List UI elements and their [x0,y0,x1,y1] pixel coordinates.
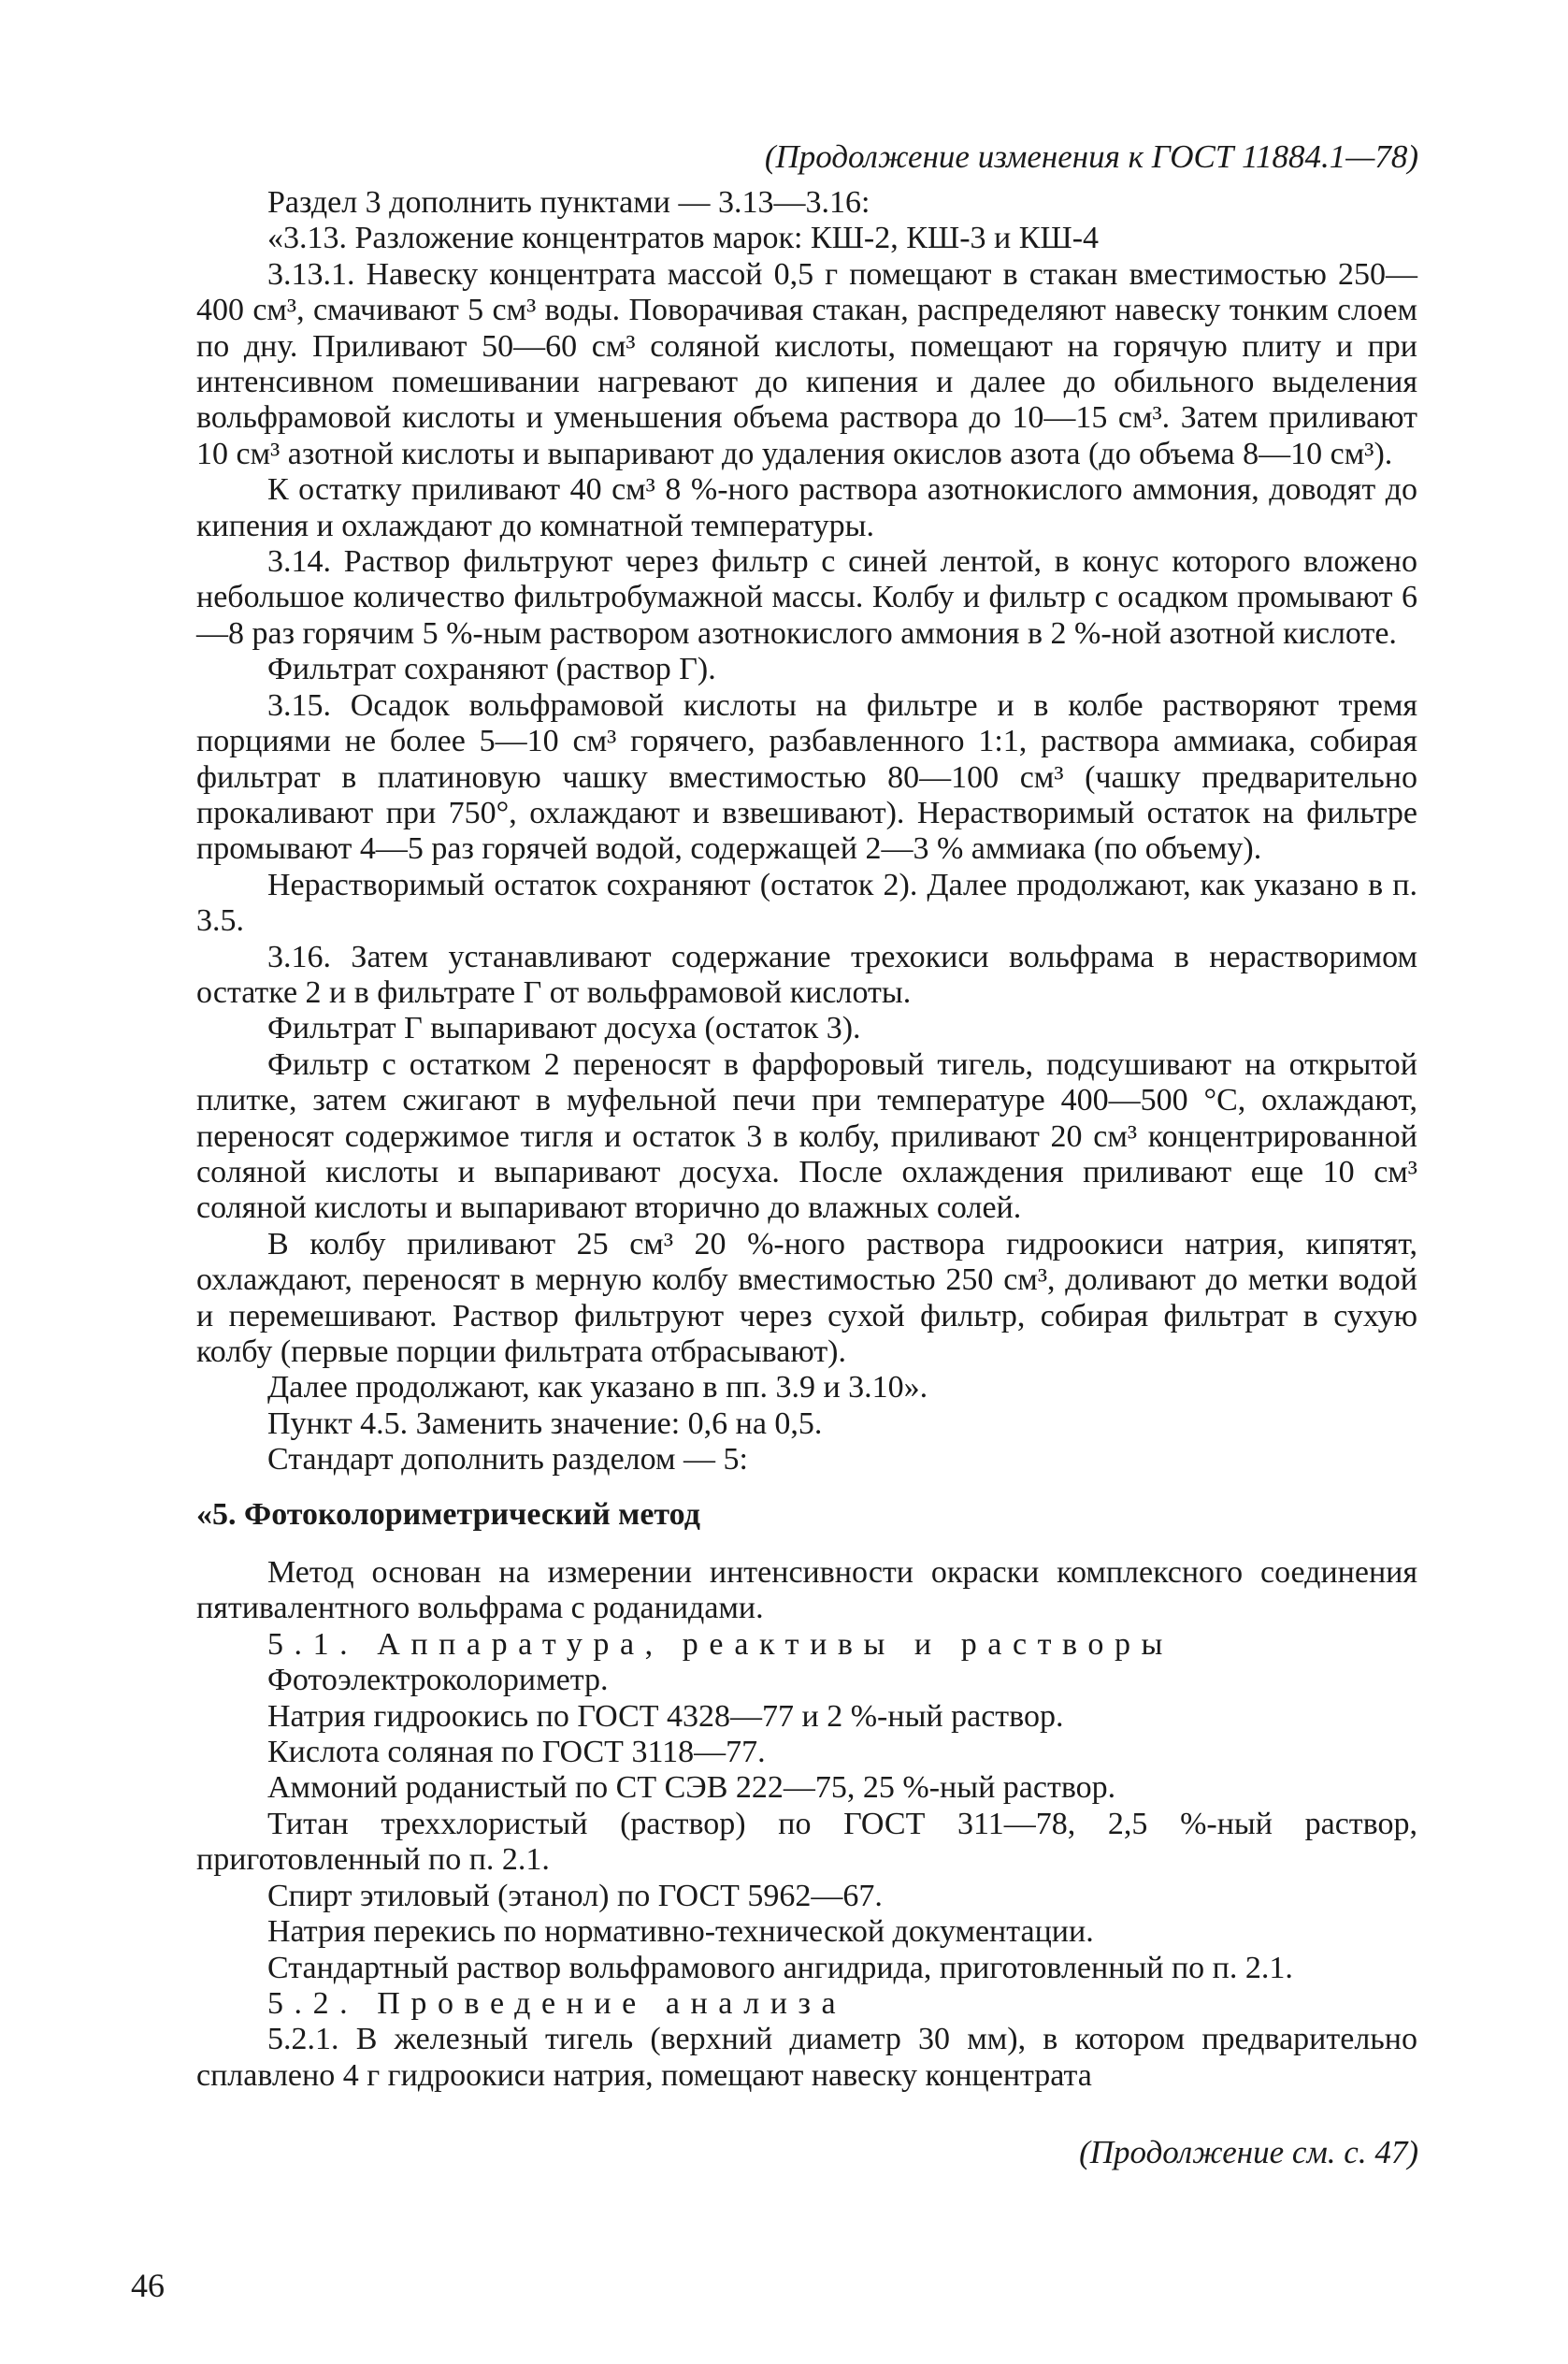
paragraph: Фильтр с остатком 2 переносят в фарфоровый тигель, подсушивают на открытой плитке, затем сжигают в муфельной печи при температуре 400—500 °С, охлаждают, переносят содержимое тигля и остаток 3 в колбу, приливают 20 см³ концентрированной соляной кислоты и выпаривают досуха. После охлаждения приливают еще 10 см³ соляной кислоты и выпаривают вторично до влажных солей. [196,1046,1417,1226]
paragraph: Метод основан на измерении интенсивности окраски комплексного соединения пятивалентного вольфрама с роданидами. [196,1555,1417,1626]
paragraph: 5.2.1. В железный тигель (верхний диаметр 30 мм), в котором предварительно сплавлено 4 г гидроокиси натрия, помещают навеску концентрата [196,2022,1417,2093]
list-item: Натрия перекись по нормативно-технической документации. [267,1914,1094,1950]
continuation-footer: (Продолжение см. с. 47) [1079,2134,1418,2170]
list-item: Натрия гидроокись по ГОСТ 4328—77 и 2 %-ный раствор. [267,1698,1064,1734]
paragraph: Стандарт дополнить разделом — 5: [267,1442,748,1478]
continuation-header: (Продолжение изменения к ГОСТ 11884.1—78) [764,138,1418,175]
subsection-heading: 5.2. Проведение анализа [267,1985,847,2021]
page-number: 46 [131,2267,165,2304]
list-item: Аммоний роданистый по СТ СЭВ 222—75, 25 %-ный раствор. [267,1770,1116,1806]
list-item: Спирт этиловый (этанол) по ГОСТ 5962—67. [267,1878,883,1913]
paragraph: 3.13.1. Навеску концентрата массой 0,5 г помещают в стакан вместимостью 250—400 см³, смачивают 5 см³ воды. Поворачивая стакан, распределяют навеску тонким слоем по дну. Приливают 50—60 см³ соляной кислоты, помещают на горячую плиту и при интенсивном помешивании нагревают до кипения и далее до обильного выделения вольфрамовой кислоты и уменьшения объема раствора до 10—15 см³. Затем приливают 10 см³ азотной кислоты и выпаривают до удаления окислов азота (до объема 8—10 см³). [196,256,1417,471]
paragraph: Раздел 3 дополнить пунктами — 3.13—3.16: [267,185,870,220]
paragraph: К остатку приливают 40 см³ 8 %-ного раствора азотнокислого аммония, доводят до кипения и охлаждают до комнатной температуры. [196,472,1417,543]
paragraph: «3.13. Разложение концентратов марок: КШ-2, КШ-3 и КШ-4 [267,221,1100,256]
section-title: «5. Фотоколориметрический метод [196,1496,700,1532]
list-item: Титан треххлористый (раствор) по ГОСТ 311—78, 2,5 %-ный раствор, приготовленный по п. 2.1. [196,1806,1417,1878]
document-body [196,185,1417,2094]
paragraph: Фильтрат Г выпаривают досуха (остаток 3). [267,1011,861,1046]
paragraph: 3.16. Затем устанавливают содержание трехокиси вольфрама в нерастворимом остатке 2 и в фильтрате Г от вольфрамовой кислоты. [196,939,1417,1010]
paragraph: 3.14. Раствор фильтруют через фильтр с синей лентой, в конус которого вложено небольшое количество фильтробумажной массы. Колбу и фильтр с осадком промывают 6—8 раз горячим 5 %-ным раствором азотнокислого аммония в 2 %-ной азотной кислоте. [196,544,1417,651]
paragraph: 3.15. Осадок вольфрамовой кислоты на фильтре и в колбе растворяют тремя порциями не более 5—10 см³ горячего, разбавленного 1:1, раствора аммиака, собирая фильтрат в платиновую чашку вместимостью 80—100 см³ (чашку предварительно прокаливают при 750°, охлаждают и взвешивают). Нерастворимый остаток на фильтре промывают 4—5 раз горячей водой, содержащей 2—3 % аммиака (по объему). [196,687,1417,867]
subsection-heading: 5.1. Аппаратура, реактивы и растворы [267,1626,1173,1662]
paragraph: Фильтрат сохраняют (раствор Г). [267,652,716,687]
paragraph: Нерастворимый остаток сохраняют (остаток 2). Далее продолжают, как указано в п. 3.5. [196,867,1417,939]
list-item: Фотоэлектроколориметр. [267,1663,609,1698]
list-item: Стандартный раствор вольфрамового ангидрида, приготовленный по п. 2.1. [267,1950,1293,1985]
paragraph: Пункт 4.5. Заменить значение: 0,6 на 0,5. [267,1405,823,1441]
paragraph: В колбу приливают 25 см³ 20 %-ного раствора гидроокиси натрия, кипятят, охлаждают, переносят в мерную колбу вместимостью 250 см³, доливают до метки водой и перемешивают. Раствор фильтруют через сухой фильтр, собирая фильтрат в сухую колбу (первые порции фильтрата отбрасывают). [196,1226,1417,1369]
paragraph: Далее продолжают, как указано в пп. 3.9 и 3.10». [267,1370,928,1405]
list-item: Кислота соляная по ГОСТ 3118—77. [267,1735,766,1770]
